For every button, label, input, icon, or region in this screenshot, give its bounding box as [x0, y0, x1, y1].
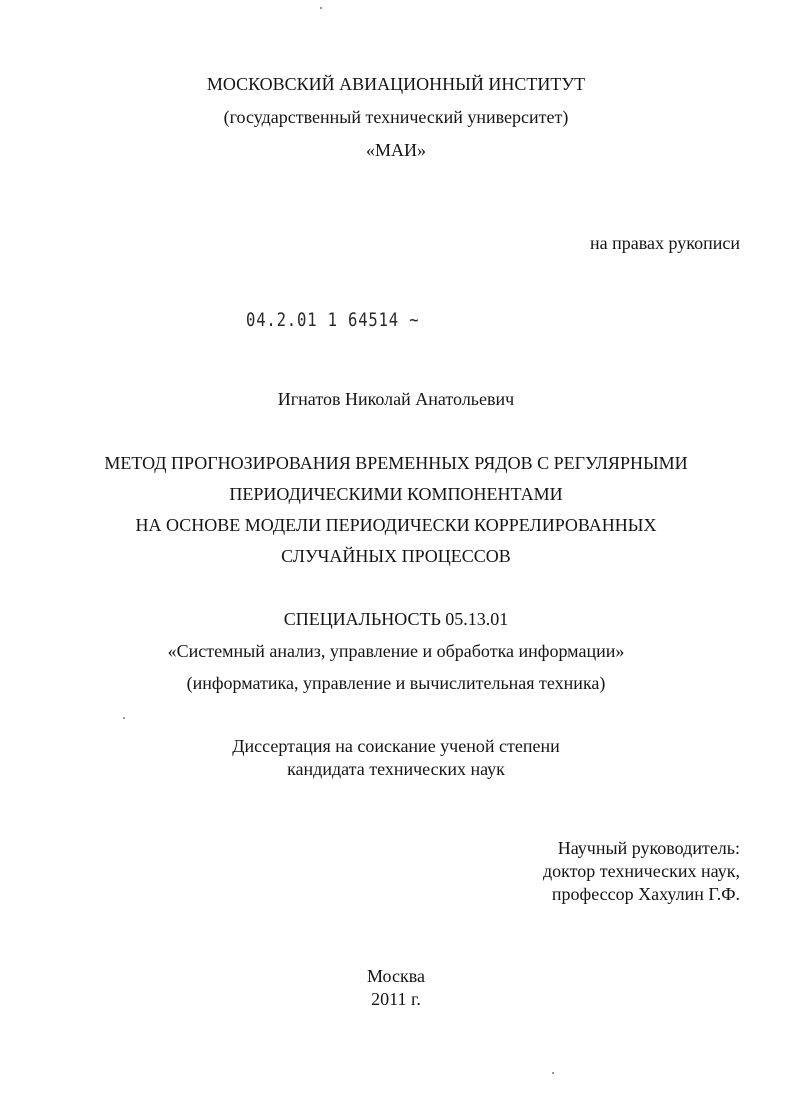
thesis-title-line-4: СЛУЧАЙНЫХ ПРОЦЕССОВ — [281, 546, 511, 566]
supervisor-degree: доктор технических наук, — [543, 861, 740, 881]
dissertation-degree-line-1: Диссертация на соискание ученой степени — [232, 736, 560, 756]
scan-speck — [552, 1072, 554, 1074]
specialty-code: СПЕЦИАЛЬНОСТЬ 05.13.01 — [283, 609, 509, 629]
author-name: Игнатов Николай Анатольевич — [277, 389, 515, 409]
thesis-title-line-2: ПЕРИОДИЧЕСКИМИ КОМПОНЕНТАМИ — [229, 484, 563, 504]
institute-name: МОСКОВСКИЙ АВИАЦИОННЫЙ ИНСТИТУТ — [206, 74, 586, 94]
specialty-name: «Системный анализ, управление и обработка информации» — [167, 641, 625, 661]
specialty-field: (информатика, управление и вычислительная техника) — [186, 673, 606, 693]
registration-stamp-number: 04.2.01 1 64514 ~ — [246, 309, 420, 331]
year: 2011 г. — [371, 989, 421, 1009]
city: Москва — [367, 966, 425, 986]
scan-speck — [320, 7, 322, 9]
supervisor-name: профессор Хахулин Г.Ф. — [551, 884, 740, 904]
institute-abbreviation: «МАИ» — [365, 140, 426, 160]
supervisor-role: Научный руководитель: — [557, 838, 740, 858]
thesis-title-line-3: НА ОСНОВЕ МОДЕЛИ ПЕРИОДИЧЕСКИ КОРРЕЛИРОВАННЫХ — [135, 515, 657, 535]
institute-subtitle: (государственный технический университет) — [223, 107, 569, 127]
manuscript-note: на правах рукописи — [590, 233, 740, 253]
thesis-title-line-1: МЕТОД ПРОГНОЗИРОВАНИЯ ВРЕМЕННЫХ РЯДОВ С РЕГУЛЯРНЫМИ — [104, 453, 688, 473]
dissertation-degree-line-2: кандидата технических наук — [287, 759, 505, 779]
scan-speck — [123, 717, 125, 719]
